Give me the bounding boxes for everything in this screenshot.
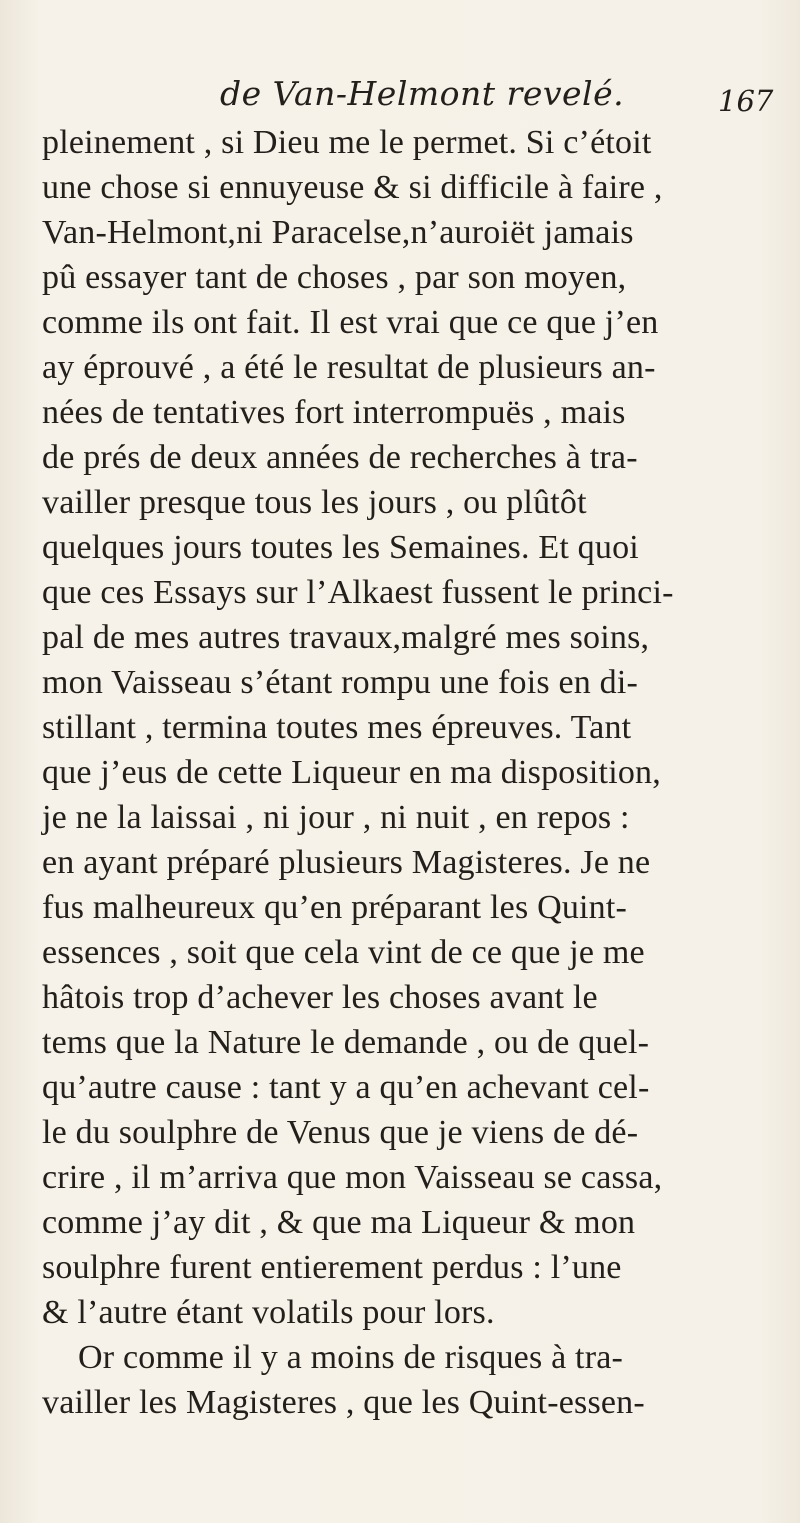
text-line: stillant , termina toutes mes épreuves. Tant [42, 709, 632, 746]
text-line: que j’eus de cette Liqueur en ma disposition, [42, 754, 661, 791]
text-line: fus malheureux qu’en préparant les Quint- [42, 889, 628, 926]
text-line: pal de mes autres travaux,malgré mes soins, [42, 619, 650, 656]
text-line: le du soulphre de Venus que je viens de dé- [42, 1114, 639, 1151]
text-line: tems que la Nature le demande , ou de quel- [42, 1024, 650, 1061]
text-line: pû essayer tant de choses , par son moyen, [42, 259, 627, 296]
text-line: & l’autre étant volatils pour lors. [42, 1294, 495, 1331]
text-line: vailler les Magisteres , que les Quint-essen- [42, 1384, 645, 1421]
text-line: comme j’ay dit , & que ma Liqueur & mon [42, 1204, 636, 1241]
text-line: de prés de deux années de recherches à tra- [42, 439, 638, 476]
text-line: je ne la laissai , ni jour , ni nuit , en repos : [42, 799, 630, 836]
text-line: mon Vaisseau s’étant rompu une fois en di- [42, 664, 639, 701]
text-line: soulphre furent entierement perdus : l’une [42, 1249, 622, 1286]
page-number: 167 [718, 84, 774, 118]
page-header [0, 74, 800, 118]
text-line: hâtois trop d’achever les choses avant le [42, 979, 598, 1016]
text-line: une chose si ennuyeuse & si difficile à faire , [42, 169, 663, 206]
text-line: comme ils ont fait. Il est vrai que ce que j’en [42, 304, 659, 341]
text-line: Van-Helmont,ni Paracelse,n’auroiët jamais [42, 214, 634, 251]
text-line: quelques jours toutes les Semaines. Et quoi [42, 529, 639, 566]
text-line: pleinement , si Dieu me le permet. Si c’étoit [42, 124, 652, 161]
text-line: nées de tentatives fort interrompuës , mais [42, 394, 626, 431]
text-line: ay éprouvé , a été le resultat de plusieurs an- [42, 349, 656, 386]
text-line: vailler presque tous les jours , ou plûtôt [42, 484, 587, 521]
text-line: Or comme il y a moins de risques à tra- [78, 1339, 624, 1376]
text-line: qu’autre cause : tant y a qu’en achevant cel- [42, 1069, 650, 1106]
text-line: crire , il m’arriva que mon Vaisseau se cassa, [42, 1159, 663, 1196]
running-head: de Van-Helmont revelé. [220, 74, 625, 113]
text-line: en ayant préparé plusieurs Magisteres. Je ne [42, 844, 651, 881]
text-line: que ces Essays sur l’Alkaest fussent le princi- [42, 574, 674, 611]
text-line: essences , soit que cela vint de ce que je me [42, 934, 645, 971]
